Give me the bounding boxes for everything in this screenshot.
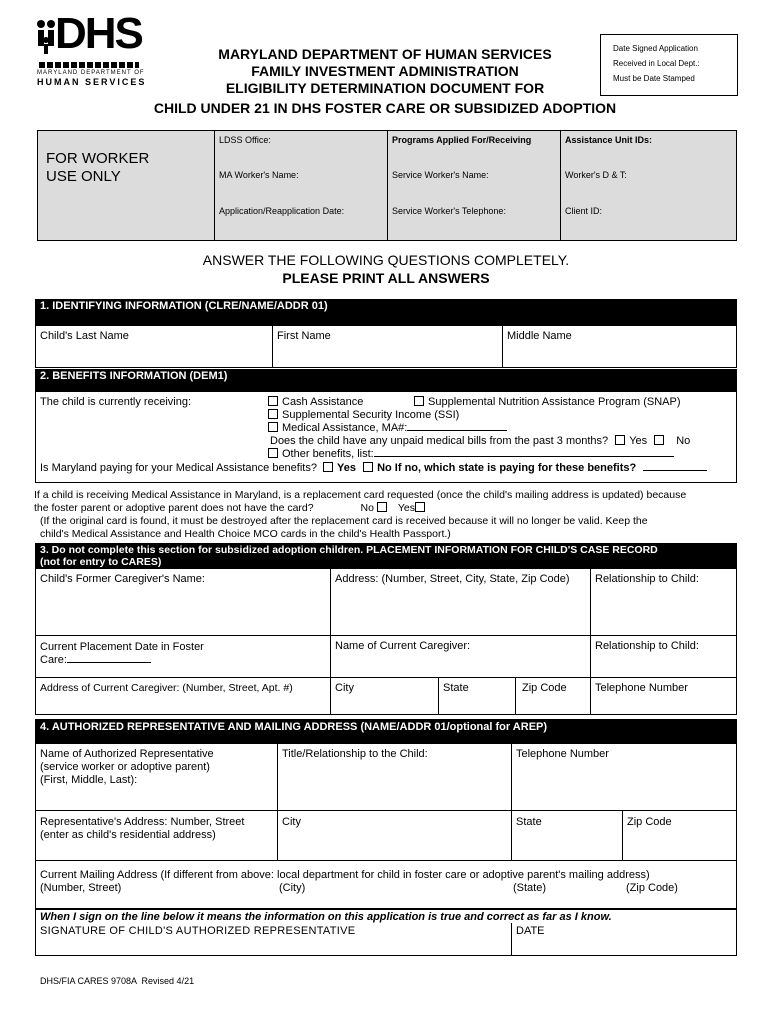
title-line3: ELIGIBILITY DETERMINATION DOCUMENT FOR [225, 80, 545, 96]
caregiver-zip-field[interactable]: Zip Code [522, 682, 567, 694]
current-caregiver-field[interactable]: Name of Current Caregiver: [335, 640, 471, 652]
unpaid-no-label: No [676, 435, 691, 447]
date-stamp-box [600, 34, 738, 96]
ma-worker-field[interactable]: MA Worker's Name: [219, 170, 299, 180]
dhs-logo-icon [35, 18, 57, 58]
placement-date-label1: Current Placement Date in Foster [40, 641, 204, 653]
section3-header [35, 543, 737, 568]
mailing-number-label: (Number, Street) [40, 882, 122, 894]
other-benefits-label: Other benefits, list: [282, 448, 374, 460]
unpaid-bills-label: Does the child have any unpaid medical bills from the past 3 months? [270, 435, 609, 447]
former-address-field[interactable]: Address: (Number, Street, City, State, Zip Code) [335, 573, 570, 585]
service-worker-field[interactable]: Service Worker's Name: [392, 170, 489, 180]
rep-name-field[interactable] [36, 745, 277, 790]
rep-address-label2: (enter as child's residential address) [40, 829, 216, 841]
rep-city-field[interactable]: City [282, 816, 301, 828]
page-title [120, 46, 650, 97]
child-last-name-field[interactable]: Child's Last Name [40, 330, 129, 342]
md-paying-no-checkbox[interactable] [363, 462, 373, 472]
section2-header: 2. BENEFITS INFORMATION (DEM1) [35, 369, 737, 391]
rep-phone-field[interactable]: Telephone Number [516, 748, 609, 760]
first-name-field[interactable]: First Name [277, 330, 331, 342]
former-caregiver-field[interactable]: Child's Former Caregiver's Name: [40, 573, 205, 585]
md-paying-yes-checkbox[interactable] [323, 462, 333, 472]
rep-address-label1: Representative's Address: Number, Street [40, 816, 245, 828]
form-id: DHS/FIA CARES 9708A Revised 4/21 [40, 976, 195, 986]
logo-dept-line2: HUMAN SERVICES [37, 77, 147, 87]
title-line1: MARYLAND DEPARTMENT OF HUMAN SERVICES [218, 46, 552, 62]
ma-number-blank[interactable] [407, 430, 507, 431]
ssi-checkbox[interactable] [268, 409, 278, 419]
unpaid-yes-label: Yes [629, 435, 648, 447]
replacement-yes-checkbox[interactable] [415, 502, 425, 512]
signature-date-field[interactable]: DATE [516, 925, 545, 937]
caregiver-phone-field[interactable]: Telephone Number [595, 682, 688, 694]
section3-header-line1: 3. Do not complete this section for subsidized adoption children. PLACEMENT INFORMATION FOR CHILD'S CASE RECORD [40, 544, 658, 556]
title-line2: FAMILY INVESTMENT ADMINISTRATION [251, 63, 519, 79]
title-line4: CHILD UNDER 21 IN DHS FOSTER CARE OR SUBSIDIZED ADOPTION [153, 100, 617, 116]
md-paying-yes-label: Yes [337, 462, 357, 474]
mailing-state-label: (State) [513, 882, 547, 894]
stamp-line3: Must be Date Stamped [613, 74, 695, 83]
app-date-field[interactable]: Application/Reapplication Date: [219, 206, 345, 216]
instructions-line2: PLEASE PRINT ALL ANSWERS [282, 270, 490, 286]
md-paying-no-label: No If no, which state is paying for these benefits? [377, 462, 637, 474]
replacement-line2-row [34, 502, 429, 515]
ssi-option[interactable] [268, 409, 459, 422]
replacement-line4: child's Medical Assistance and Health Choice MCO cards in the child's Health Passport.) [40, 528, 451, 540]
client-id-field[interactable]: Client ID: [565, 206, 603, 216]
snap-label: Supplemental Nutrition Assistance Program (SNAP) [428, 396, 681, 408]
ldss-office-field[interactable]: LDSS Office: [219, 135, 271, 145]
former-relationship-field[interactable]: Relationship to Child: [595, 573, 699, 585]
cash-assistance-option[interactable] [268, 396, 363, 409]
replacement-line1: If a child is receiving Medical Assistance in Maryland, is a replacement card requested (once the child's mailing address is updated) because [34, 489, 687, 501]
mailing-city-label: (City) [279, 882, 306, 894]
rep-name-label2: (service worker or adoptive parent) [40, 761, 210, 773]
snap-checkbox[interactable] [414, 396, 424, 406]
cash-assistance-label: Cash Assistance [282, 396, 364, 408]
replacement-line3: (If the original card is found, it must be destroyed after the replacement card is received because it will no longer be valid. Keep the [40, 515, 648, 527]
service-phone-field[interactable]: Service Worker's Telephone: [392, 206, 506, 216]
ma-checkbox[interactable] [268, 422, 278, 432]
signature-statement: When I sign on the line below it means the information on this application is true and correct as far as I know. [40, 911, 612, 923]
signature-field[interactable]: SIGNATURE OF CHILD'S AUTHORIZED REPRESENTATIVE [40, 925, 356, 937]
section3-header-line2: (not for entry to CARES) [40, 556, 162, 568]
logo-text: DHS [55, 9, 142, 58]
unpaid-yes-checkbox[interactable] [615, 435, 625, 445]
programs-field[interactable]: Programs Applied For/Receiving [392, 135, 532, 145]
mailing-address-label: Current Mailing Address (If different from above: local department for child in foster care or adoptive parent's mailing address) [40, 869, 650, 881]
ssi-label: Supplemental Security Income (SSI) [282, 409, 460, 421]
replacement-no-label: No [360, 502, 374, 514]
section4-header: 4. AUTHORIZED REPRESENTATIVE AND MAILING ADDRESS (NAME/ADDR 01/optional for AREP) [35, 719, 737, 743]
placement-date-label2: Care: [40, 654, 67, 666]
section1-header: 1. IDENTIFYING INFORMATION (CLRE/NAME/ADDR 01) [35, 299, 737, 325]
other-benefits-checkbox[interactable] [268, 448, 278, 458]
unpaid-bills-row [270, 435, 690, 448]
rep-zip-field[interactable]: Zip Code [627, 816, 672, 828]
other-benefits-blank[interactable] [374, 456, 674, 457]
caregiver-city-field[interactable]: City [335, 682, 354, 694]
rep-name-label1: Name of Authorized Representative [40, 748, 214, 760]
instructions-line1: ANSWER THE FOLLOWING QUESTIONS COMPLETELY. [202, 252, 570, 268]
other-state-blank[interactable] [643, 470, 707, 471]
cash-assistance-checkbox[interactable] [268, 396, 278, 406]
replacement-no-checkbox[interactable] [377, 502, 387, 512]
rep-title-field[interactable]: Title/Relationship to the Child: [282, 748, 428, 760]
current-relationship-field[interactable]: Relationship to Child: [595, 640, 699, 652]
rep-address-field[interactable] [36, 813, 277, 845]
md-paying-label: Is Maryland paying for your Medical Assistance benefits? [40, 462, 317, 474]
worker-use-label: FOR WORKER USE ONLY [46, 150, 150, 185]
placement-date-field[interactable] [36, 638, 330, 670]
caregiver-address-field[interactable]: Address of Current Caregiver: (Number, Street, Apt. #) [40, 682, 293, 694]
other-benefits-option[interactable] [268, 448, 674, 461]
logo-dept-line1: MARYLAND DEPARTMENT OF [37, 70, 145, 76]
unit-ids-field[interactable]: Assistance Unit IDs: [565, 135, 653, 145]
ma-label: Medical Assistance, MA#: [282, 422, 408, 434]
currently-receiving-label: The child is currently receiving: [40, 396, 192, 408]
replacement-line2: the foster parent or adoptive parent does not have the card? [34, 502, 314, 514]
stamp-line2: Received in Local Dept.: [613, 59, 700, 68]
unpaid-no-checkbox[interactable] [654, 435, 664, 445]
md-paying-row [40, 462, 707, 475]
mailing-zip-label: (Zip Code) [626, 882, 678, 894]
placement-date-blank[interactable] [67, 662, 151, 663]
snap-option[interactable] [414, 396, 681, 409]
caregiver-state-field[interactable]: State [443, 682, 469, 694]
rep-name-label3: (First, Middle, Last): [40, 774, 138, 786]
ma-option[interactable] [268, 422, 507, 435]
stamp-line1: Date Signed Application [613, 44, 698, 53]
replacement-yes-label: Yes [397, 502, 416, 514]
worker-dt-field[interactable]: Worker's D & T: [565, 170, 627, 180]
middle-name-field[interactable]: Middle Name [507, 330, 572, 342]
rep-state-field[interactable]: State [516, 816, 542, 828]
